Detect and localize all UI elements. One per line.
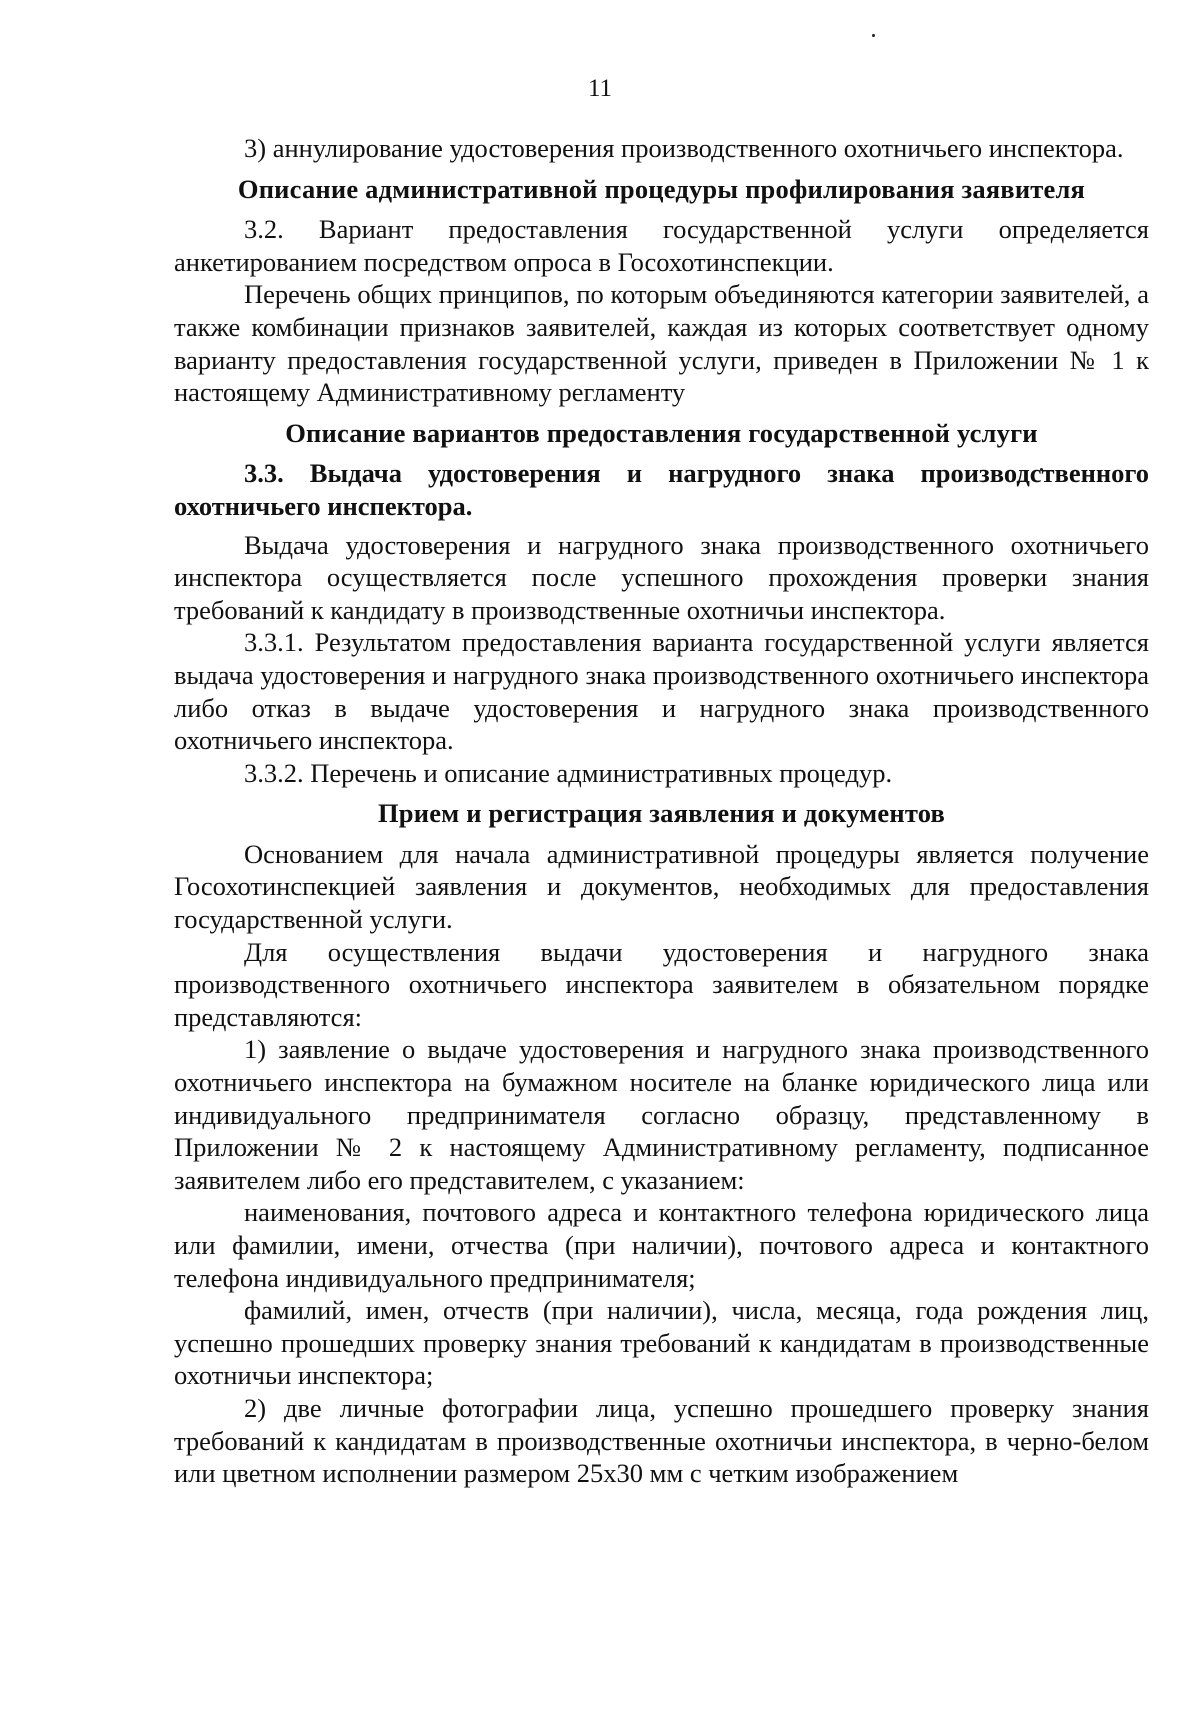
paragraph: 3) аннулирование удостоверения производственного охотничьего инспектора. <box>244 133 1124 163</box>
page-number: 11 <box>587 75 613 102</box>
paragraph: Выдача удостоверения и нагрудного знака производственного охотничьего инспектора осуществляется после успешного прохождения проверки знания требований к кандидату в производственные охотничьи инспектора. <box>174 529 1149 625</box>
paragraph: 3.3.2. Перечень и описание административных процедур. <box>244 757 893 788</box>
paragraph: 3.2. Вариант предоставления государственной услуги определяется анкетированием посредством опроса в Госохотинспекции. <box>174 214 1149 277</box>
paragraph: 3.3.1. Результатом предоставления варианта государственной услуги является выдача удостоверения и нагрудного знака производственного охотничьего инспектора либо отказ в выдаче удостоверения и нагрудного знака производственного охотничьего инспектора. <box>174 627 1149 756</box>
paragraph: Перечень общих принципов, по которым объединяются категории заявителей, а также комбинации признаков заявителей, каждая из которых соответствует одному варианту предоставления государственной услуги, приведен в Приложении № 1 к настоящему Административному регламенту <box>174 279 1149 408</box>
subsection-title: 3.3. Выдача удостоверения и нагрудного знака производственного охотничьего инспектора. <box>174 458 1149 521</box>
section-heading: Описание административной процедуры профилирования заявителя <box>237 173 1086 204</box>
section-heading: Описание вариантов предоставления государственной услуги <box>285 417 1038 448</box>
paragraph: Для осуществления выдачи удостоверения и нагрудного знака производственного охотничьего инспектора заявителем в обязательном порядке представляются: <box>174 936 1149 1032</box>
document-body <box>174 132 1149 1490</box>
paragraph: наименования, почтового адреса и контактного телефона юридического лица или фамилии, имени, отчества (при наличии), почтового адреса и контактного телефона индивидуального предпринимателя; <box>174 1197 1149 1293</box>
list-item: 1) заявление о выдаче удостоверения и нагрудного знака производственного охотничьего инспектора на бумажном носителе на бланке юридического лица или индивидуального предпринимателя согласно образцу, представленному в Приложении № 2 к настоящему Административному регламенту, подписанное заявителем либо его представителем, с указанием: <box>174 1034 1149 1195</box>
list-item: 2) две личные фотографии лица, успешно прошедшего проверку знания требований к кандидатам в производственные охотничьи инспектора, в черно-белом или цветном исполнении размером 25х30 мм с четким изображением <box>174 1392 1149 1489</box>
section-heading: Прием и регистрация заявления и документов <box>377 798 946 829</box>
paragraph: Основанием для начала административной процедуры является получение Госохотинспекцией заявления и документов, необходимых для предоставления государственной услуги. <box>174 838 1149 935</box>
scan-speck <box>872 34 875 37</box>
paragraph: фамилий, имен, отчеств (при наличии), числа, месяца, года рождения лиц, успешно прошедших проверку знания требований к кандидатам в производственные охотничьи инспектора; <box>174 1295 1149 1391</box>
